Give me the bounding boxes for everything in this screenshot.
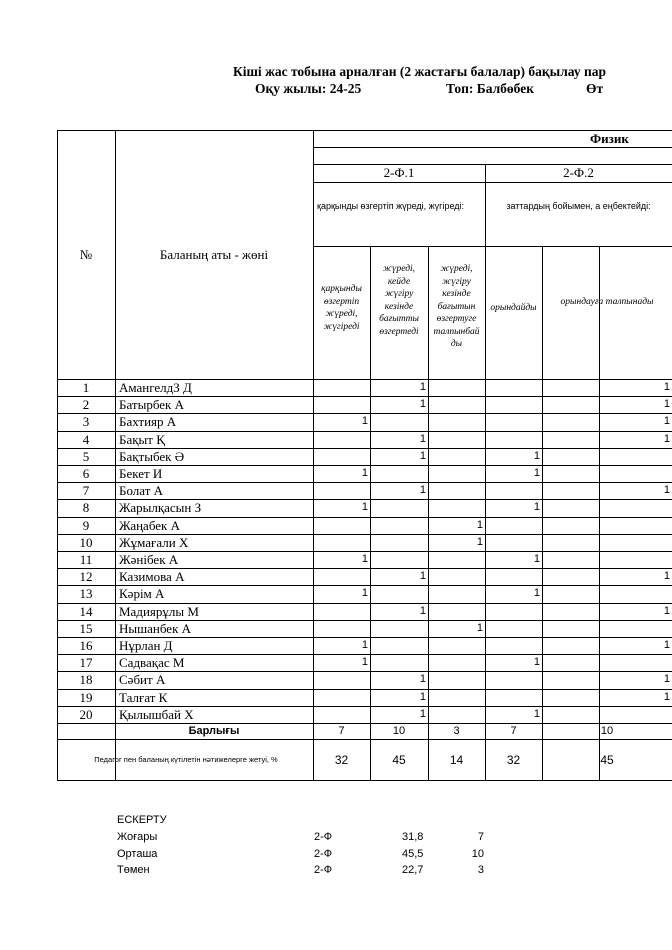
score-cell — [485, 379, 542, 396]
subcolumn-header: орындауға талпынады — [560, 297, 654, 307]
score-cell — [485, 637, 542, 654]
score-cell — [542, 551, 672, 568]
note-code: 2-Ф — [314, 864, 333, 876]
score-cell — [542, 448, 672, 465]
score-cell: 1 — [361, 467, 368, 479]
score-cell: 1 — [663, 484, 670, 497]
score-cell: 1 — [533, 501, 540, 514]
child-name: Жәнібек А — [119, 552, 179, 567]
score-cell — [485, 689, 542, 706]
score-cell — [485, 568, 542, 585]
score-cell — [428, 603, 485, 620]
score-cell: 1 — [533, 449, 540, 462]
row-number: 18 — [79, 672, 93, 688]
child-name: Сәбит А — [119, 672, 166, 688]
note-label: Төмен — [117, 864, 150, 876]
column-header-name: Баланың аты - жөні — [159, 247, 269, 262]
row-number: 1 — [82, 380, 90, 395]
child-name: Бекет И — [119, 466, 163, 481]
score-cell: 1 — [361, 587, 368, 600]
row-number: 2 — [82, 397, 90, 413]
score-cell: 1 — [533, 707, 540, 720]
score-cell — [428, 396, 485, 413]
row-number: 8 — [82, 500, 90, 516]
subcolumn-header: орындайды — [490, 303, 537, 313]
score-cell — [370, 620, 428, 637]
column-header-number: № — [79, 247, 93, 262]
child-name: Мадиярұлы М — [119, 603, 199, 619]
score-cell — [485, 431, 542, 448]
score-cell: 1 — [533, 467, 540, 479]
group-name: Топ: Балбөбек — [446, 81, 535, 96]
score-cell: 1 — [361, 639, 368, 651]
score-cell: 1 — [419, 484, 426, 497]
row-number: 5 — [82, 448, 90, 464]
score-cell — [428, 568, 485, 585]
subcolumn-header: қарқынды өзгертіп жүреді, жүгіреді — [321, 284, 362, 332]
row-number: 20 — [79, 706, 93, 722]
score-cell — [485, 671, 542, 688]
score-cell: 1 — [663, 570, 670, 583]
score-cell — [485, 482, 542, 499]
percent-value: 32 — [506, 752, 521, 767]
score-cell: 1 — [663, 690, 670, 703]
score-cell: 1 — [476, 621, 483, 634]
score-cell — [370, 585, 428, 602]
score-cell — [313, 396, 370, 413]
row-number: 16 — [79, 638, 93, 653]
score-cell: 1 — [476, 518, 483, 531]
note-pct: 22,7 — [402, 864, 424, 876]
score-cell: 1 — [663, 415, 670, 428]
score-cell: 1 — [361, 656, 368, 669]
score-cell: 1 — [476, 535, 483, 548]
header-line — [313, 147, 672, 148]
score-cell: 1 — [361, 501, 368, 514]
score-cell: 1 — [419, 707, 426, 720]
child-name: Жаңабек А — [119, 517, 180, 533]
score-cell: 1 — [419, 570, 426, 583]
percent-label: Педагог пен баланың күтілетін нәтижелерге жетуі, % — [94, 755, 278, 764]
note-pct: 31,8 — [402, 831, 424, 843]
score-cell: 1 — [533, 587, 540, 600]
score-cell — [542, 706, 672, 723]
header-line — [313, 182, 672, 183]
score-cell: 1 — [663, 381, 670, 393]
child-name: Нышанбек А — [119, 620, 192, 636]
score-cell — [313, 448, 370, 465]
score-cell — [370, 534, 428, 551]
score-cell — [485, 413, 542, 430]
row-number: 14 — [79, 603, 93, 619]
note-code: 2-Ф — [314, 847, 333, 860]
subcolumn-header: жүреді, жүгіру кезінде бағытын өзгертуге талпынбай ды — [433, 264, 480, 349]
group-code: 2-Ф.1 — [383, 165, 415, 180]
score-cell — [370, 517, 428, 534]
row-number: 19 — [79, 689, 93, 705]
score-cell — [370, 465, 428, 482]
group-code: 2-Ф.2 — [563, 165, 594, 180]
group-description: заттардың бойымен, а еңбектейді: — [506, 201, 651, 211]
child-name: Батырбек А — [119, 397, 184, 413]
row-number: 6 — [82, 466, 90, 481]
percent-value: 14 — [449, 752, 464, 767]
score-cell: 1 — [663, 639, 670, 651]
child-name: Талғат К — [119, 689, 168, 705]
note-pct: 45,5 — [402, 847, 424, 860]
score-cell — [313, 379, 370, 396]
child-name: АмангелдЗ Д — [119, 380, 192, 395]
score-cell — [485, 620, 542, 637]
child-name: Бақтыбек Ә — [119, 448, 185, 464]
score-cell — [313, 482, 370, 499]
score-cell — [313, 431, 370, 448]
child-name: Казимова А — [119, 569, 185, 585]
score-cell: 1 — [419, 604, 426, 617]
score-cell — [428, 671, 485, 688]
total-value: 10 — [600, 725, 614, 737]
note-count: 3 — [477, 864, 484, 876]
score-cell — [428, 465, 485, 482]
score-cell — [428, 499, 485, 516]
score-cell — [370, 637, 428, 654]
subcolumn-header: жүреді, кейде жүгіру кезінде бағытты өзгертеді — [379, 264, 419, 337]
score-cell — [542, 499, 672, 516]
row-number: 7 — [82, 483, 90, 499]
score-cell — [485, 396, 542, 413]
score-cell — [370, 413, 428, 430]
total-value: 7 — [338, 725, 345, 737]
note-label: Орташа — [117, 847, 158, 860]
child-name: Бахтияр А — [119, 414, 177, 430]
note-count: 10 — [471, 847, 484, 860]
score-cell — [313, 603, 370, 620]
row-number: 12 — [79, 569, 93, 585]
total-label: Барлығы — [188, 725, 240, 737]
score-cell — [428, 654, 485, 671]
child-name: Нұрлан Д — [119, 638, 173, 653]
score-cell: 1 — [663, 673, 670, 686]
score-cell: 1 — [419, 432, 426, 445]
child-name: Садвақас М — [119, 655, 185, 671]
row-number: 10 — [79, 534, 93, 550]
score-cell — [542, 534, 672, 551]
score-cell — [428, 706, 485, 723]
score-cell — [542, 517, 672, 534]
notes-heading: ЕСКЕРТУ — [117, 814, 167, 826]
row-number: 4 — [82, 431, 90, 447]
score-cell — [313, 620, 370, 637]
period-fragment: Өт — [586, 81, 604, 96]
section-header: Физик — [590, 131, 629, 146]
score-cell: 1 — [361, 553, 368, 565]
score-cell: 1 — [419, 673, 426, 686]
row-number: 11 — [79, 552, 93, 567]
score-cell — [313, 568, 370, 585]
total-value: 3 — [453, 725, 460, 737]
score-cell — [370, 551, 428, 568]
score-cell — [428, 448, 485, 465]
table-border-bottom — [57, 780, 672, 781]
score-cell — [428, 551, 485, 568]
score-cell — [370, 499, 428, 516]
total-value: 10 — [392, 725, 406, 737]
row-number: 13 — [79, 586, 93, 602]
child-name: Қылышбай Х — [119, 706, 194, 722]
child-name: Кәрім А — [119, 586, 165, 602]
percent-value: 32 — [334, 752, 349, 767]
note-label: Жоғары — [117, 831, 158, 843]
score-cell — [428, 689, 485, 706]
note-count: 7 — [477, 831, 484, 843]
score-cell: 1 — [663, 398, 670, 411]
score-cell — [428, 413, 485, 430]
document-title: Кіші жас тобына арналған (2 жастағы балалар) бақылау пар — [233, 64, 607, 79]
percent-value: 45 — [392, 752, 406, 767]
score-cell: 1 — [419, 381, 426, 393]
score-cell — [370, 654, 428, 671]
score-cell: 1 — [663, 604, 670, 617]
score-cell — [428, 482, 485, 499]
child-name: Бақыт Қ — [119, 431, 165, 447]
row-number: 17 — [79, 655, 93, 671]
score-cell — [428, 637, 485, 654]
header-line — [313, 246, 672, 247]
score-cell — [428, 379, 485, 396]
score-cell — [542, 585, 672, 602]
score-cell — [428, 585, 485, 602]
score-cell: 1 — [533, 553, 540, 565]
row-number: 15 — [79, 620, 93, 636]
group-description: қарқынды өзгертіп жүреді, жүгіреді: — [317, 201, 465, 211]
score-cell — [542, 465, 672, 482]
child-name: Болат А — [119, 483, 164, 499]
note-code: 2-Ф — [314, 831, 333, 843]
score-cell: 1 — [663, 432, 670, 445]
score-cell — [485, 517, 542, 534]
score-cell — [313, 706, 370, 723]
score-cell — [313, 534, 370, 551]
percent-value: 45 — [600, 752, 614, 767]
score-cell: 1 — [419, 690, 426, 703]
total-value: 7 — [510, 725, 517, 737]
score-cell: 1 — [361, 415, 368, 428]
score-cell: 1 — [419, 398, 426, 411]
score-cell — [313, 671, 370, 688]
score-cell — [542, 654, 672, 671]
row-number: 9 — [82, 517, 90, 533]
child-name: Жұмағали Х — [119, 534, 189, 550]
score-cell — [542, 620, 672, 637]
child-name: Жарылқасын З — [119, 500, 202, 516]
row-number: 3 — [82, 414, 90, 430]
score-cell — [428, 431, 485, 448]
score-cell — [485, 534, 542, 551]
score-cell — [485, 603, 542, 620]
score-cell: 1 — [533, 656, 540, 669]
score-cell: 1 — [419, 449, 426, 462]
score-cell — [313, 517, 370, 534]
score-cell — [313, 689, 370, 706]
school-year: Оқу жылы: 24-25 — [255, 81, 362, 96]
